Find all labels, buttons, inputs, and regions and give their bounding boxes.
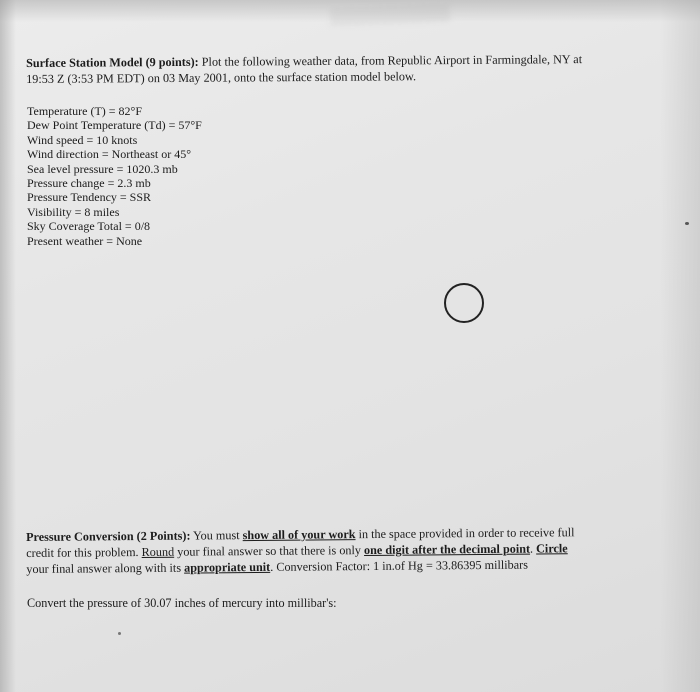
pressure-text-3: credit for this problem. (26, 544, 142, 560)
page-shadow-left (0, 0, 16, 692)
round-emphasis: Round (141, 544, 175, 559)
data-pressure-tendency: Pressure Tendency = SSR (27, 190, 152, 205)
pressure-text-5: . (529, 541, 537, 556)
pressure-text-2: in the space provided in order to receive full (355, 525, 575, 542)
pressure-text-4: your final answer so that there is only (174, 543, 365, 559)
station-model-circle (444, 283, 484, 323)
ink-speck (685, 222, 689, 225)
data-dew-point: Dew Point Temperature (Td) = 57°F (27, 118, 202, 133)
conversion-question: Convert the pressure of 30.07 inches of mercury into millibar's: (27, 596, 337, 610)
data-sky-coverage: Sky Coverage Total = 0/8 (27, 219, 151, 234)
bleed-through-smudge (330, 4, 451, 26)
data-sea-level-pressure: Sea level pressure = 1020.3 mb (27, 161, 178, 176)
data-pressure-change: Pressure change = 2.3 mb (27, 176, 151, 191)
data-wind-direction: Wind direction = Northeast or 45° (27, 147, 192, 162)
data-wind-speed: Wind speed = 10 knots (27, 132, 138, 147)
show-work-emphasis: show all of your work (242, 527, 356, 543)
pencil-dot (118, 632, 121, 635)
data-temperature: Temperature (T) = 82°F (27, 104, 143, 118)
unit-emphasis: appropriate unit (184, 559, 271, 575)
pressure-text-6: your final answer along with its (26, 560, 185, 576)
surface-instruction-line2: 19:53 Z (3:53 PM EDT) on 03 May 2001, onto the surface station model below. (26, 69, 417, 86)
weather-data-list (27, 104, 202, 248)
surface-station-section (26, 51, 601, 87)
data-visibility: Visibility = 8 miles (27, 204, 120, 219)
surface-heading: Surface Station Model (9 points): (26, 54, 199, 70)
pressure-heading: Pressure Conversion (2 Points): (26, 528, 191, 544)
surface-instruction-line1: Plot the following weather data, from Republic Airport in Farmingdale, NY at (198, 52, 583, 69)
one-digit-emphasis: one digit after the decimal point (363, 541, 531, 558)
data-present-weather: Present weather = None (27, 233, 143, 248)
surface-instructions (26, 51, 601, 87)
circle-emphasis: Circle (536, 541, 568, 556)
pressure-text-7: . Conversion Factor: 1 in.of Hg = 33.86395 millibars (270, 557, 528, 574)
pressure-text-1: You must (190, 528, 243, 543)
pressure-conversion-section (26, 524, 616, 577)
page-shadow-right (660, 0, 700, 692)
